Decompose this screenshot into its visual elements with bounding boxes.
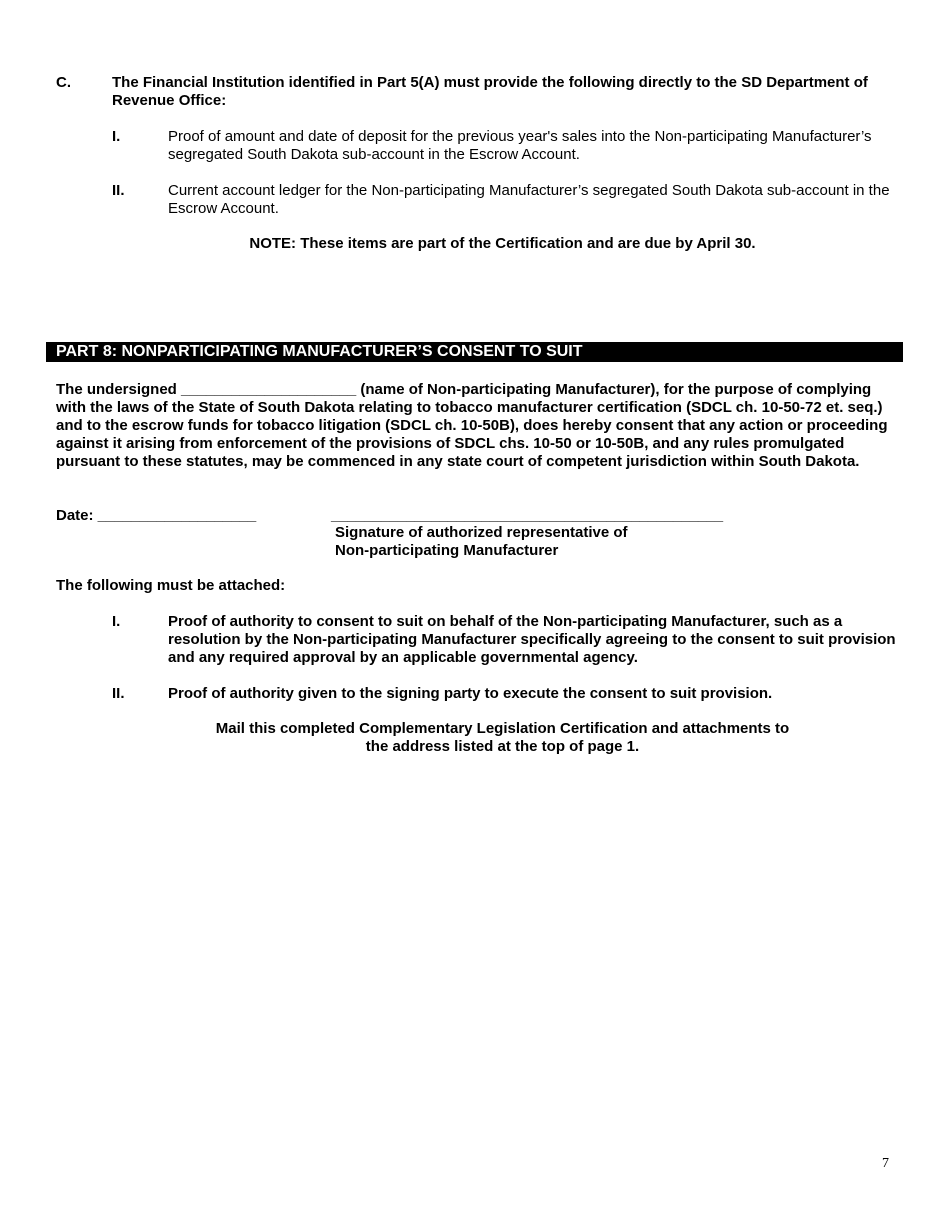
- mailing-instructions-line-1: Mail this completed Complementary Legislation Certification and attachments to: [215, 720, 790, 737]
- signature-caption-line-1: Signature of authorized representative of: [335, 524, 628, 541]
- signature-line: _______________________________________________: [331, 507, 724, 524]
- attachments-heading: The following must be attached:: [56, 577, 286, 594]
- attachment-1-number: I.: [112, 613, 121, 630]
- signature-caption: [335, 524, 628, 560]
- section-c-letter: C.: [56, 74, 71, 91]
- section-c-item-2-text: Current account ledger for the Non-participating Manufacturer’s segregated South Dakota sub-account in the Escrow Account.: [168, 182, 890, 217]
- attachment-1-text: Proof of authority to consent to suit on behalf of the Non-participating Manufacturer, such as a resolution by the Non-participating Manufacturer specifically agreeing to the consent to suit provision and any required approval by an applicable governmental agency.: [168, 613, 896, 666]
- mailing-instructions-line-2: the address listed at the top of page 1.: [365, 738, 640, 755]
- section-c-text: The Financial Institution identified in Part 5(A) must provide the following directly to the SD Department of Revenue Office:: [112, 74, 868, 109]
- attachment-2-text: Proof of authority given to the signing party to execute the consent to suit provision.: [168, 685, 773, 702]
- section-c-item-1-number: I.: [112, 128, 121, 145]
- attachment-2-number: II.: [112, 685, 125, 702]
- mailing-instructions: [0, 720, 950, 756]
- date-field: Date: ___________________: [56, 507, 257, 524]
- consent-paragraph: The undersigned _____________________ (name of Non-participating Manufacturer), for the purpose of complying with the laws of the State of South Dakota relating to tobacco manufacturer certification (SDCL ch. 10-50-72 et. seq.) and to the escrow funds for tobacco litigation (SDCL ch. 10-50B), does hereby consent that any action or proceeding against it arising from enforcement of the provisions of SDCL chs. 10-50 or 10-50B, and any rules promulgated pursuant to these statutes, may be commenced in any state court of competent jurisdiction within South Dakota.: [56, 381, 888, 470]
- signature-caption-line-2: Non-participating Manufacturer: [335, 542, 559, 559]
- section-c-item-1-text: Proof of amount and date of deposit for the previous year's sales into the Non-participating Manufacturer’s segregated South Dakota sub-account in the Escrow Account.: [168, 128, 872, 163]
- part-8-heading: PART 8: NONPARTICIPATING MANUFACTURER’S CONSENT TO SUIT: [46, 342, 903, 362]
- section-c-item-2-number: II.: [112, 182, 125, 199]
- page-number: 7: [882, 1156, 889, 1171]
- section-c-note: NOTE: These items are part of the Certification and are due by April 30.: [249, 235, 756, 252]
